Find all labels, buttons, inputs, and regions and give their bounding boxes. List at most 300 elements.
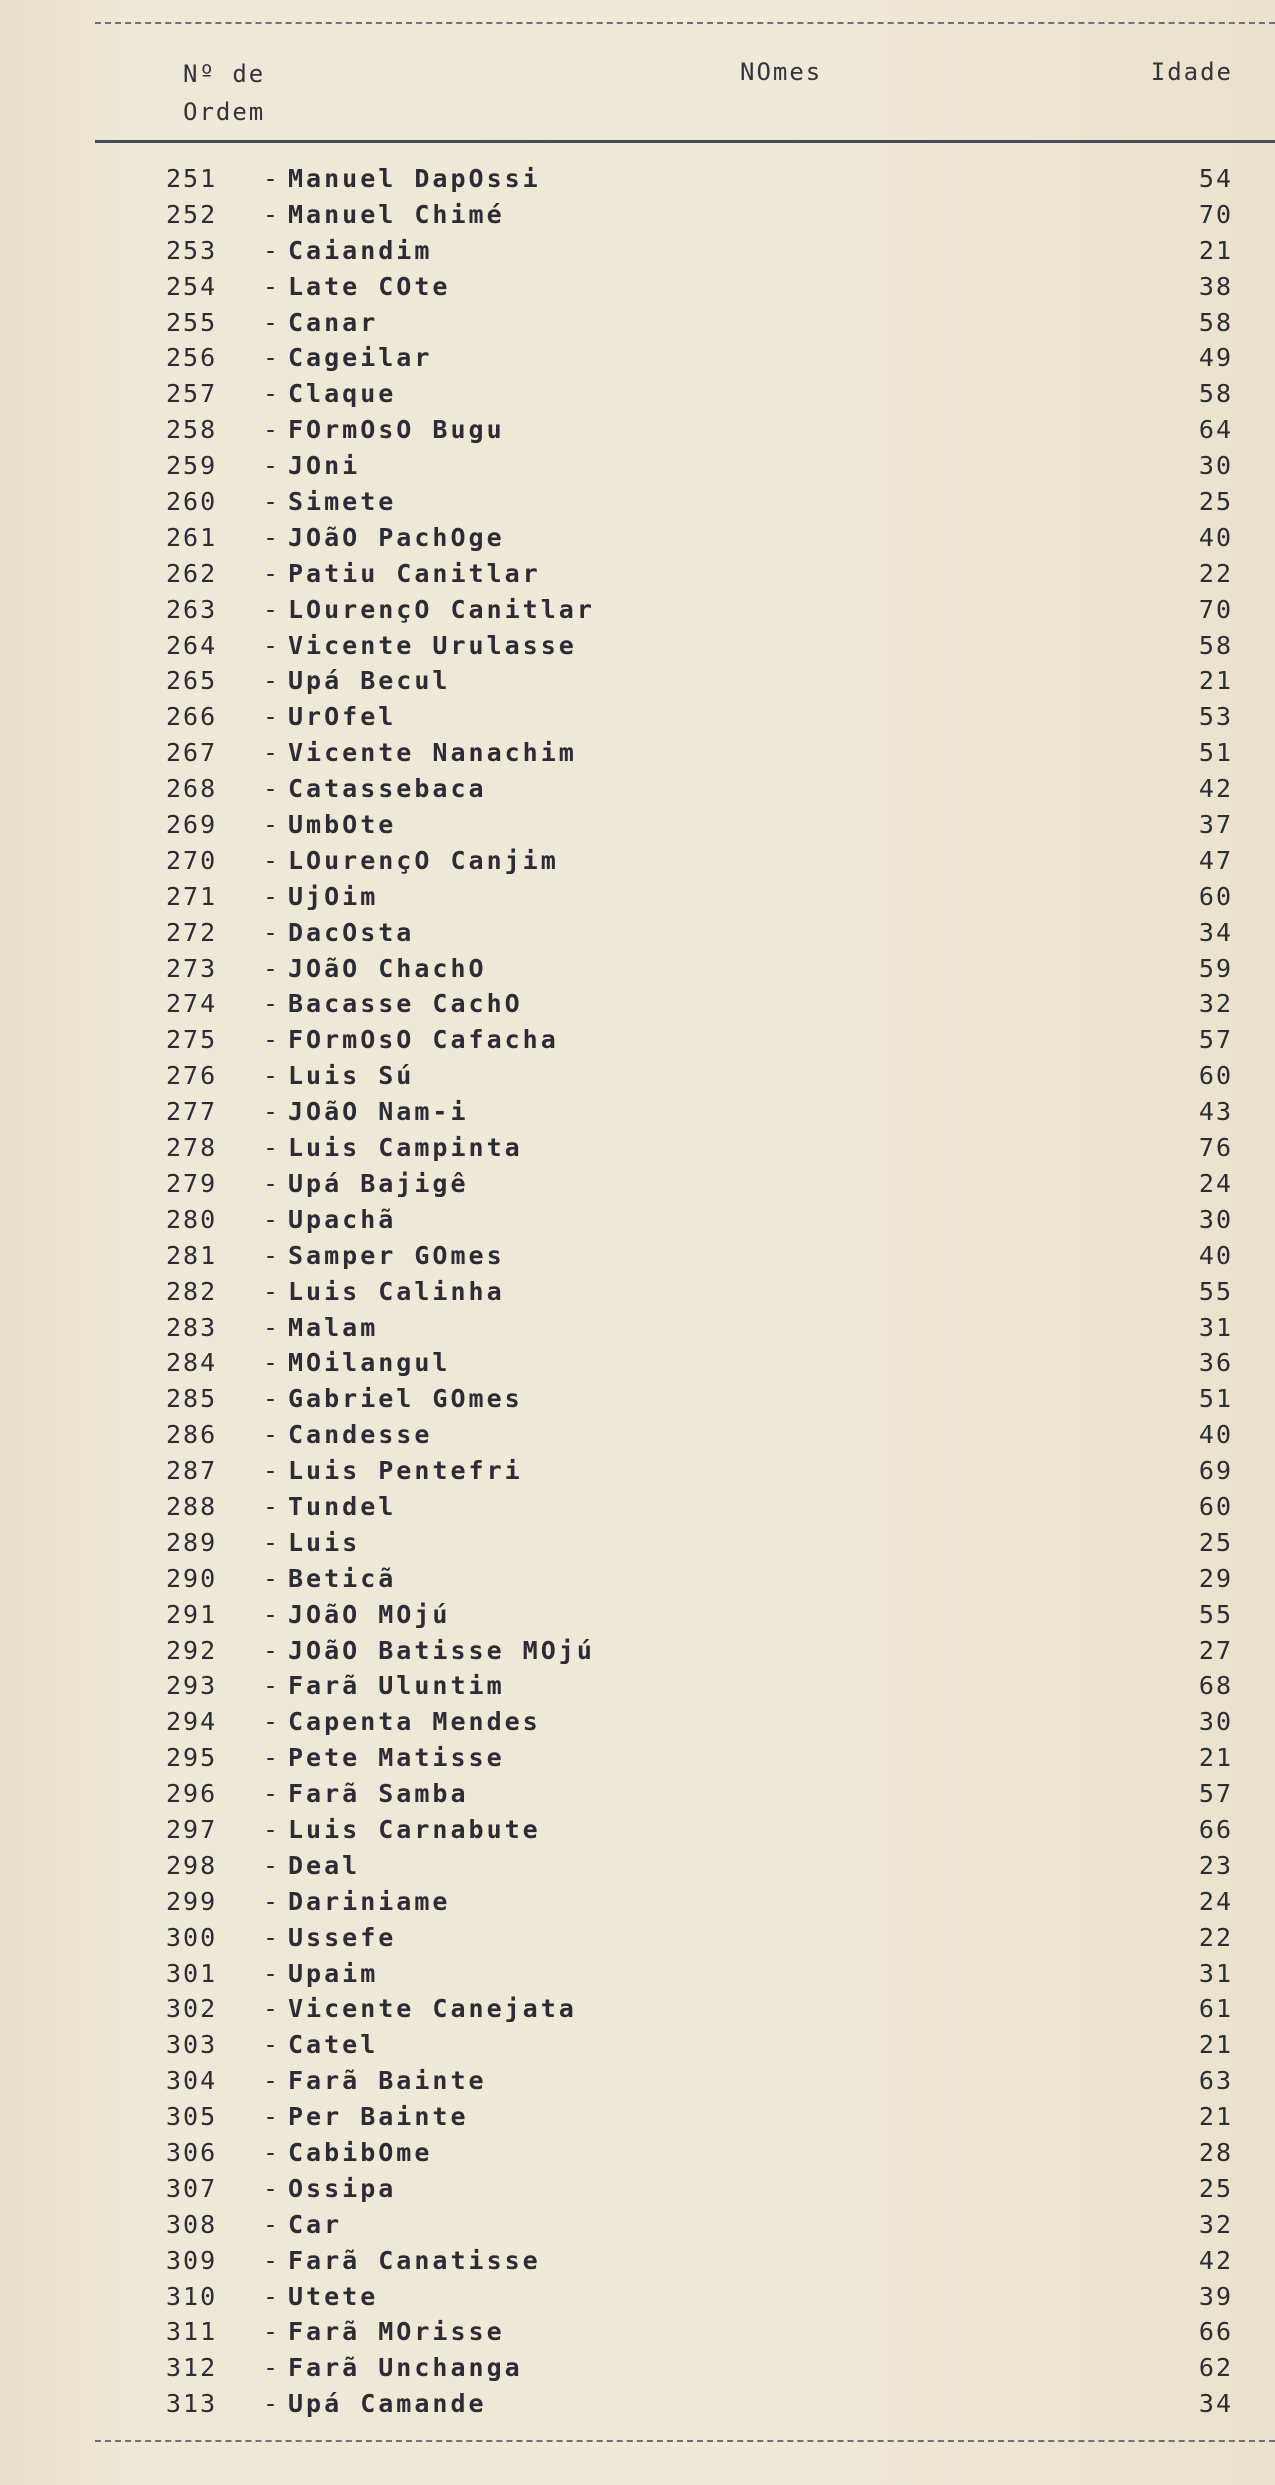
order-number: 312 (166, 2353, 218, 2383)
list-item (0, 2351, 1275, 2387)
row-dash: - (263, 774, 279, 804)
person-name: Catassebaca (288, 774, 487, 804)
order-number: 271 (166, 881, 218, 911)
list-item (0, 1346, 1275, 1382)
person-age: 61 (1198, 1994, 1233, 2024)
row-dash: - (263, 738, 279, 768)
row-dash: - (263, 1420, 279, 1450)
person-age: 51 (1198, 1384, 1233, 1414)
person-name: LOurençO Canitlar (288, 594, 595, 624)
row-dash: - (263, 522, 279, 552)
order-header-line1: Nº de (183, 60, 266, 88)
list-item (0, 2244, 1275, 2280)
person-age: 34 (1198, 917, 1233, 947)
order-number: 288 (166, 1491, 218, 1521)
row-dash: - (263, 630, 279, 660)
person-age: 59 (1198, 953, 1233, 983)
list-item (0, 987, 1275, 1023)
row-dash: - (263, 2173, 279, 2203)
person-name: DacOsta (288, 917, 415, 947)
age-header: Idade (1150, 58, 1233, 86)
person-name: Catel (288, 2030, 379, 2060)
list-item (0, 1598, 1275, 1634)
list-item (0, 916, 1275, 952)
order-number: 293 (166, 1671, 218, 1701)
person-name: Farã Canatisse (288, 2245, 541, 2275)
list-item (0, 808, 1275, 844)
person-name: Farã Bainte (288, 2066, 487, 2096)
list-item (0, 1992, 1275, 2028)
person-name: Capenta Mendes (288, 1707, 541, 1737)
order-number: 262 (166, 558, 218, 588)
list-item (0, 1705, 1275, 1741)
order-number: 273 (166, 953, 218, 983)
row-dash: - (263, 1922, 279, 1952)
row-dash: - (263, 810, 279, 840)
person-name: JOãO PachOge (288, 522, 505, 552)
order-number: 291 (166, 1599, 218, 1629)
order-number: 251 (166, 164, 218, 193)
row-dash: - (263, 1240, 279, 1270)
person-name: Upá Bajigê (288, 1168, 469, 1198)
person-name: MOilangul (288, 1348, 451, 1378)
person-name: Patiu Canitlar (288, 558, 541, 588)
row-dash: - (263, 2281, 279, 2311)
person-name: Farã Unchanga (288, 2353, 523, 2383)
person-age: 23 (1198, 1850, 1233, 1880)
row-dash: - (263, 1312, 279, 1342)
order-number: 295 (166, 1743, 218, 1773)
list-item (0, 772, 1275, 808)
person-age: 62 (1198, 2353, 1233, 2383)
person-name: Deal (288, 1850, 361, 1880)
order-number: 255 (166, 307, 218, 337)
order-number: 309 (166, 2245, 218, 2275)
order-number: 268 (166, 774, 218, 804)
person-age: 47 (1198, 845, 1233, 875)
order-number: 298 (166, 1850, 218, 1880)
row-dash: - (263, 881, 279, 911)
row-dash: - (263, 1025, 279, 1055)
list-item (0, 1921, 1275, 1957)
list-item (0, 1490, 1275, 1526)
person-name: JOãO Batisse MOjú (288, 1635, 595, 1665)
list-item (0, 1634, 1275, 1670)
row-dash: - (263, 1886, 279, 1916)
list-item (0, 952, 1275, 988)
person-name: Vicente Nanachim (288, 738, 577, 768)
row-dash: - (263, 235, 279, 265)
person-name: Upá Camande (288, 2389, 487, 2419)
order-number: 305 (166, 2102, 218, 2132)
person-name: Luis Campinta (288, 1133, 523, 1163)
order-number: 281 (166, 1240, 218, 1270)
list-item (0, 1418, 1275, 1454)
row-dash: - (263, 1168, 279, 1198)
order-number: 299 (166, 1886, 218, 1916)
list-item (0, 736, 1275, 772)
row-dash: - (263, 1814, 279, 1844)
person-name: Ussefe (288, 1922, 397, 1952)
person-name: JOãO ChachO (288, 953, 487, 983)
person-name: Upachã (288, 1204, 397, 1234)
person-name: FOrmOsO Bugu (288, 415, 505, 445)
row-dash: - (263, 271, 279, 301)
order-number: 285 (166, 1384, 218, 1414)
person-age: 27 (1198, 1635, 1233, 1665)
list-item (0, 1239, 1275, 1275)
order-number: 279 (166, 1168, 218, 1198)
order-number: 257 (166, 379, 218, 409)
person-age: 43 (1198, 1097, 1233, 1127)
row-dash: - (263, 379, 279, 409)
order-number: 289 (166, 1527, 218, 1557)
list-item (0, 1669, 1275, 1705)
person-age: 22 (1198, 558, 1233, 588)
person-name: Caiandim (288, 235, 433, 265)
person-age: 31 (1198, 1312, 1233, 1342)
row-dash: - (263, 845, 279, 875)
row-dash: - (263, 989, 279, 1019)
order-number: 302 (166, 1994, 218, 2024)
person-age: 55 (1198, 1276, 1233, 1306)
row-dash: - (263, 1599, 279, 1629)
person-age: 68 (1198, 1671, 1233, 1701)
order-number: 286 (166, 1420, 218, 1450)
row-dash: - (263, 1635, 279, 1665)
list-item (0, 2100, 1275, 2136)
row-dash: - (263, 1133, 279, 1163)
person-name: Malam (288, 1312, 379, 1342)
person-age: 57 (1198, 1779, 1233, 1809)
person-name: Bacasse CachO (288, 989, 523, 1019)
person-age: 24 (1198, 1886, 1233, 1916)
list-item (0, 1131, 1275, 1167)
person-name: Pete Matisse (288, 1743, 505, 1773)
person-age: 64 (1198, 415, 1233, 445)
order-number: 259 (166, 451, 218, 481)
list-item (0, 1885, 1275, 1921)
list-item (0, 1813, 1275, 1849)
list-item (0, 306, 1275, 342)
order-number: 287 (166, 1456, 218, 1486)
order-number: 282 (166, 1276, 218, 1306)
person-name: Car (288, 2209, 343, 2239)
list-item (0, 1095, 1275, 1131)
person-name: Per Bainte (288, 2102, 469, 2132)
person-name: Upá Becul (288, 666, 451, 696)
list-item (0, 1526, 1275, 1562)
order-number: 297 (166, 1814, 218, 1844)
row-dash: - (263, 594, 279, 624)
list-item (0, 377, 1275, 413)
person-name: Luis (288, 1527, 361, 1557)
list-item (0, 521, 1275, 557)
row-dash: - (263, 1097, 279, 1127)
person-age: 22 (1198, 1922, 1233, 1952)
row-dash: - (263, 666, 279, 696)
order-number: 253 (166, 235, 218, 265)
person-age: 21 (1198, 2030, 1233, 2060)
order-number: 313 (166, 2389, 218, 2419)
order-number: 272 (166, 917, 218, 947)
list-item (0, 880, 1275, 916)
list-item (0, 2315, 1275, 2351)
person-name: JOãO MOjú (288, 1599, 451, 1629)
person-name: Vicente Canejata (288, 1994, 577, 2024)
row-dash: - (263, 1204, 279, 1234)
header-separator (95, 140, 1275, 143)
person-age: 21 (1198, 235, 1233, 265)
row-dash: - (263, 702, 279, 732)
list-item (0, 1023, 1275, 1059)
person-age: 40 (1198, 1420, 1233, 1450)
row-dash: - (263, 1384, 279, 1414)
person-age: 66 (1198, 1814, 1233, 1844)
person-age: 25 (1198, 2173, 1233, 2203)
person-name: Luis Pentefri (288, 1456, 523, 1486)
order-number: 267 (166, 738, 218, 768)
list-item (0, 234, 1275, 270)
person-age: 58 (1198, 379, 1233, 409)
row-dash: - (263, 199, 279, 229)
person-age: 55 (1198, 1599, 1233, 1629)
order-number: 310 (166, 2281, 218, 2311)
person-age: 42 (1198, 2245, 1233, 2275)
list-item (0, 1382, 1275, 1418)
order-number: 258 (166, 415, 218, 445)
person-name: Farã Samba (288, 1779, 469, 1809)
person-name: Manuel Chimé (288, 199, 505, 229)
row-dash: - (263, 164, 279, 193)
order-number: 294 (166, 1707, 218, 1737)
person-name: Late COte (288, 271, 451, 301)
person-age: 53 (1198, 702, 1233, 732)
order-number: 277 (166, 1097, 218, 1127)
order-number: 264 (166, 630, 218, 660)
list-item (0, 2387, 1275, 2423)
list-item (0, 449, 1275, 485)
order-number: 292 (166, 1635, 218, 1665)
row-dash: - (263, 1707, 279, 1737)
person-age: 31 (1198, 1958, 1233, 1988)
person-age: 39 (1198, 2281, 1233, 2311)
person-name: Luis Sú (288, 1061, 415, 1091)
person-age: 29 (1198, 1563, 1233, 1593)
row-dash: - (263, 1491, 279, 1521)
bottom-dashed-rule (95, 2440, 1275, 2442)
row-dash: - (263, 1671, 279, 1701)
row-dash: - (263, 487, 279, 517)
person-age: 70 (1198, 199, 1233, 229)
order-number: 278 (166, 1133, 218, 1163)
order-number: 263 (166, 594, 218, 624)
person-name: Canar (288, 307, 379, 337)
order-number: 301 (166, 1958, 218, 1988)
person-age: 25 (1198, 487, 1233, 517)
order-number: 303 (166, 2030, 218, 2060)
list-item (0, 1957, 1275, 1993)
order-number: 280 (166, 1204, 218, 1234)
row-dash: - (263, 1563, 279, 1593)
person-name: Gabriel GOmes (288, 1384, 523, 1414)
list-item (0, 1777, 1275, 1813)
order-header-line2: Ordem (183, 98, 266, 126)
person-age: 40 (1198, 522, 1233, 552)
person-age: 69 (1198, 1456, 1233, 1486)
person-age: 42 (1198, 774, 1233, 804)
person-age: 21 (1198, 666, 1233, 696)
row-dash: - (263, 1850, 279, 1880)
person-age: 36 (1198, 1348, 1233, 1378)
person-age: 21 (1198, 1743, 1233, 1773)
row-dash: - (263, 343, 279, 373)
row-dash: - (263, 1743, 279, 1773)
person-name: UjOim (288, 881, 379, 911)
row-dash: - (263, 558, 279, 588)
person-name: JOni (288, 451, 361, 481)
row-dash: - (263, 451, 279, 481)
order-number: 311 (166, 2317, 218, 2347)
order-number: 252 (166, 199, 218, 229)
person-name: Luis Carnabute (288, 1814, 541, 1844)
row-dash: - (263, 1994, 279, 2024)
row-dash: - (263, 2245, 279, 2275)
person-age: 49 (1198, 343, 1233, 373)
person-age: 30 (1198, 1707, 1233, 1737)
list-item (0, 341, 1275, 377)
row-dash: - (263, 2209, 279, 2239)
order-number: 261 (166, 522, 218, 552)
person-age: 30 (1198, 451, 1233, 481)
person-age: 63 (1198, 2066, 1233, 2096)
order-number: 284 (166, 1348, 218, 1378)
order-number: 283 (166, 1312, 218, 1342)
person-age: 28 (1198, 2137, 1233, 2167)
person-name: Farã Uluntim (288, 1671, 505, 1701)
order-number: 265 (166, 666, 218, 696)
order-number: 266 (166, 702, 218, 732)
order-number: 260 (166, 487, 218, 517)
list-item (0, 1167, 1275, 1203)
person-name: UrOfel (288, 702, 397, 732)
person-name: Beticã (288, 1563, 397, 1593)
row-dash: - (263, 1958, 279, 1988)
list-item (0, 2136, 1275, 2172)
person-name: FOrmOsO Cafacha (288, 1025, 559, 1055)
person-name: UmbOte (288, 810, 397, 840)
order-number: 290 (166, 1563, 218, 1593)
row-dash: - (263, 2353, 279, 2383)
person-age: 60 (1198, 881, 1233, 911)
row-dash: - (263, 953, 279, 983)
person-name: Dariniame (288, 1886, 451, 1916)
row-dash: - (263, 1779, 279, 1809)
row-dash: - (263, 2102, 279, 2132)
person-age: 38 (1198, 271, 1233, 301)
row-dash: - (263, 2389, 279, 2419)
list-item (0, 1311, 1275, 1347)
person-name: LOurençO Canjim (288, 845, 559, 875)
person-age: 54 (1198, 164, 1233, 193)
person-age: 21 (1198, 2102, 1233, 2132)
person-name: Luis Calinha (288, 1276, 505, 1306)
row-dash: - (263, 2066, 279, 2096)
order-number: 307 (166, 2173, 218, 2203)
person-age: 60 (1198, 1061, 1233, 1091)
person-name: Tundel (288, 1491, 397, 1521)
order-number: 308 (166, 2209, 218, 2239)
person-age: 60 (1198, 1491, 1233, 1521)
person-age: 32 (1198, 2209, 1233, 2239)
person-name: Candesse (288, 1420, 433, 1450)
order-number: 296 (166, 1779, 218, 1809)
person-name: Upaim (288, 1958, 379, 1988)
person-age: 76 (1198, 1133, 1233, 1163)
row-dash: - (263, 307, 279, 337)
person-age: 32 (1198, 989, 1233, 1019)
order-number: 276 (166, 1061, 218, 1091)
row-dash: - (263, 1456, 279, 1486)
row-dash: - (263, 1527, 279, 1557)
row-dash: - (263, 1061, 279, 1091)
person-name: Manuel DapOssi (288, 164, 541, 193)
register-list (0, 162, 1275, 2423)
list-item (0, 413, 1275, 449)
order-number: 256 (166, 343, 218, 373)
person-name: Cageilar (288, 343, 433, 373)
row-dash: - (263, 2317, 279, 2347)
list-item (0, 2208, 1275, 2244)
list-item (0, 1275, 1275, 1311)
person-name: Simete (288, 487, 397, 517)
person-name: Samper GOmes (288, 1240, 505, 1270)
list-item (0, 1203, 1275, 1239)
list-item (0, 1849, 1275, 1885)
list-item (0, 485, 1275, 521)
person-age: 57 (1198, 1025, 1233, 1055)
person-age: 51 (1198, 738, 1233, 768)
person-age: 24 (1198, 1168, 1233, 1198)
person-age: 58 (1198, 307, 1233, 337)
order-number: 269 (166, 810, 218, 840)
list-item (0, 557, 1275, 593)
list-item (0, 1562, 1275, 1598)
list-item (0, 162, 1275, 198)
person-age: 30 (1198, 1204, 1233, 1234)
order-number: 275 (166, 1025, 218, 1055)
person-name: Vicente Urulasse (288, 630, 577, 660)
top-dashed-rule (95, 22, 1275, 24)
person-name: Utete (288, 2281, 379, 2311)
person-name: Ossipa (288, 2173, 397, 2203)
order-number: 306 (166, 2137, 218, 2167)
person-name: JOãO Nam-i (288, 1097, 469, 1127)
list-item (0, 198, 1275, 234)
list-item (0, 593, 1275, 629)
list-item (0, 2172, 1275, 2208)
list-item (0, 700, 1275, 736)
list-item (0, 2028, 1275, 2064)
names-header: NOmes (740, 58, 823, 86)
list-item (0, 270, 1275, 306)
list-item (0, 1059, 1275, 1095)
person-age: 34 (1198, 2389, 1233, 2419)
person-age: 25 (1198, 1527, 1233, 1557)
person-age: 58 (1198, 630, 1233, 660)
order-number: 300 (166, 1922, 218, 1952)
person-name: Farã MOrisse (288, 2317, 505, 2347)
